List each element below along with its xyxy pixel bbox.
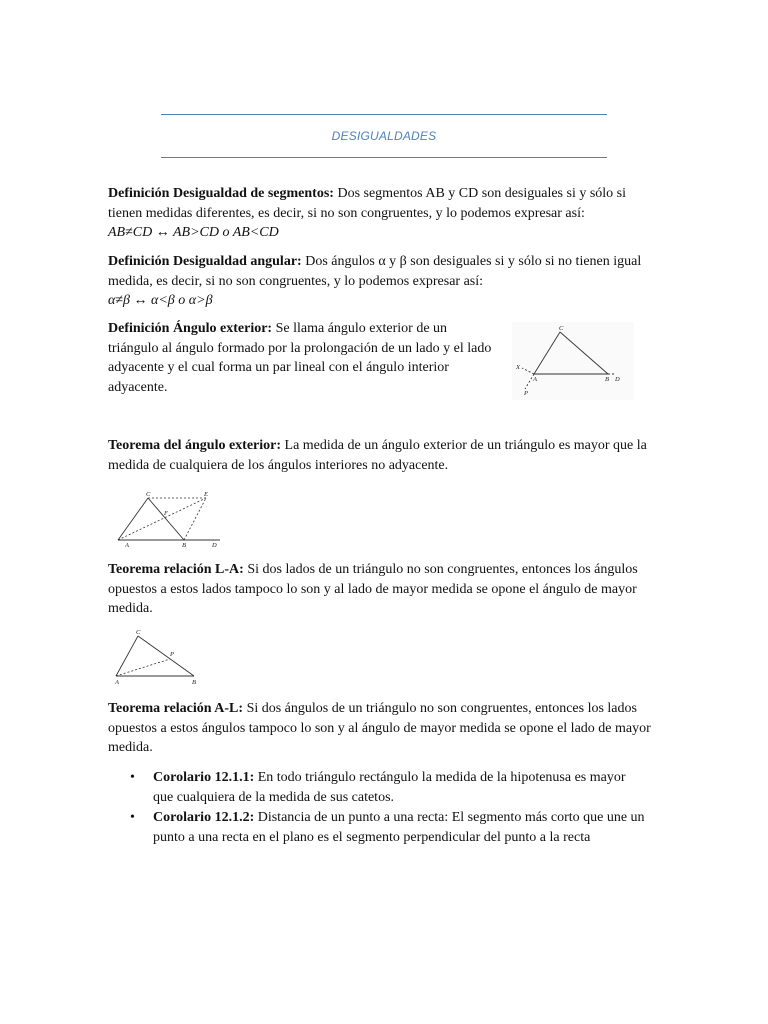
theorem-relation-al — [108, 699, 653, 758]
definition-segment-inequality — [108, 184, 648, 243]
label-d: D — [615, 376, 620, 383]
label-c: C — [136, 629, 141, 636]
theorem-term: Teorema relación L-A: — [108, 562, 244, 577]
segment-ac — [118, 498, 148, 540]
segment-cb — [138, 636, 194, 676]
theorem-text: Si dos lados de un triángulo no son congruentes, entonces los ángulos opuestos a estos lados tampoco lo son y al lado de mayor medida se opone el ángulo de mayor medida. — [108, 562, 638, 616]
definition-exterior-angle — [108, 319, 498, 397]
bullet: • — [130, 770, 135, 785]
corollary-list — [108, 768, 648, 848]
label-c: C — [146, 491, 151, 498]
definition-angular-inequality — [108, 252, 653, 311]
exterior-angle-figure — [512, 322, 634, 400]
label-x: X — [516, 364, 520, 371]
label-p: P — [170, 651, 174, 658]
corollary-text: Distancia de un punto a una recta: El segmento más corto que une un punto a una recta en el plano es el segmento perpendicular del punto a la recta — [153, 810, 645, 845]
list-item — [108, 808, 648, 847]
definition-text: Dos segmentos AB y CD son desiguales si y sólo si tienen medidas diferentes, es decir, si no son congruentes, y lo podemos expresar así: — [108, 186, 627, 221]
figure-background — [512, 322, 634, 400]
corollary-term: Corolario 12.1.1: — [153, 770, 255, 785]
theorem-term: Teorema del ángulo exterior: — [108, 438, 282, 453]
corollary-term: Corolario 12.1.2: — [153, 810, 255, 825]
theorem-relation-la — [108, 560, 653, 619]
definition-term: Definición Ángulo exterior: — [108, 321, 273, 336]
definition-text: Se llama ángulo exterior de un triángulo al ángulo formado por la prolongación de un lado y el lado adyacente y el cual forma un par lineal con el ángulo interior adyacente. — [108, 321, 492, 395]
label-f: F — [164, 510, 168, 517]
page-title: DESIGUALDADES — [331, 129, 437, 143]
bullet: • — [130, 810, 135, 825]
label-d: D — [212, 542, 217, 548]
label-a: A — [115, 679, 119, 686]
relation-la-figure — [110, 626, 202, 688]
segment-cb — [148, 498, 184, 540]
definition-term: Definición Desigualdad angular: — [108, 254, 302, 269]
definition-formula: α≠β ↔ α<β o α>β — [108, 293, 213, 308]
label-a: A — [125, 542, 129, 548]
label-b: B — [182, 542, 186, 548]
list-item — [108, 768, 648, 807]
definition-formula: AB≠CD ↔ AB>CD o AB<CD — [108, 225, 279, 240]
title-top-rule — [161, 114, 607, 115]
theorem-text: Si dos ángulos de un triángulo no son congruentes, entonces los lados opuestos a estos ángulos tampoco lo son y al ángulo de mayor medida se opone el lado de mayor medida. — [108, 701, 651, 755]
corollary-text: En todo triángulo rectángulo la medida de la hipotenusa es mayor que cualquiera de la medida de sus catetos. — [153, 770, 626, 805]
theorem-term: Teorema relación A-L: — [108, 701, 244, 716]
theorem-exterior-angle — [108, 436, 653, 475]
definition-term: Definición Desigualdad de segmentos: — [108, 186, 334, 201]
segment-ac — [116, 636, 138, 676]
segment-ae — [118, 498, 206, 540]
definition-text: Dos ángulos α y β son desiguales si y sólo si no tienen igual medida, es decir, si no son congruentes, y lo podemos expresar así: — [108, 254, 642, 289]
label-b: B — [605, 376, 609, 383]
exterior-angle-theorem-figure — [108, 486, 224, 548]
title-bottom-rule — [161, 157, 607, 158]
label-a: A — [533, 376, 537, 383]
segment-be — [184, 498, 206, 540]
theorem-text: La medida de un ángulo exterior de un triángulo es mayor que la medida de cualquiera de los ángulos interiores no adyacente. — [108, 438, 647, 473]
label-b: B — [192, 679, 196, 686]
label-p: P — [524, 390, 528, 397]
label-e: E — [204, 491, 208, 498]
label-c: C — [559, 325, 564, 332]
